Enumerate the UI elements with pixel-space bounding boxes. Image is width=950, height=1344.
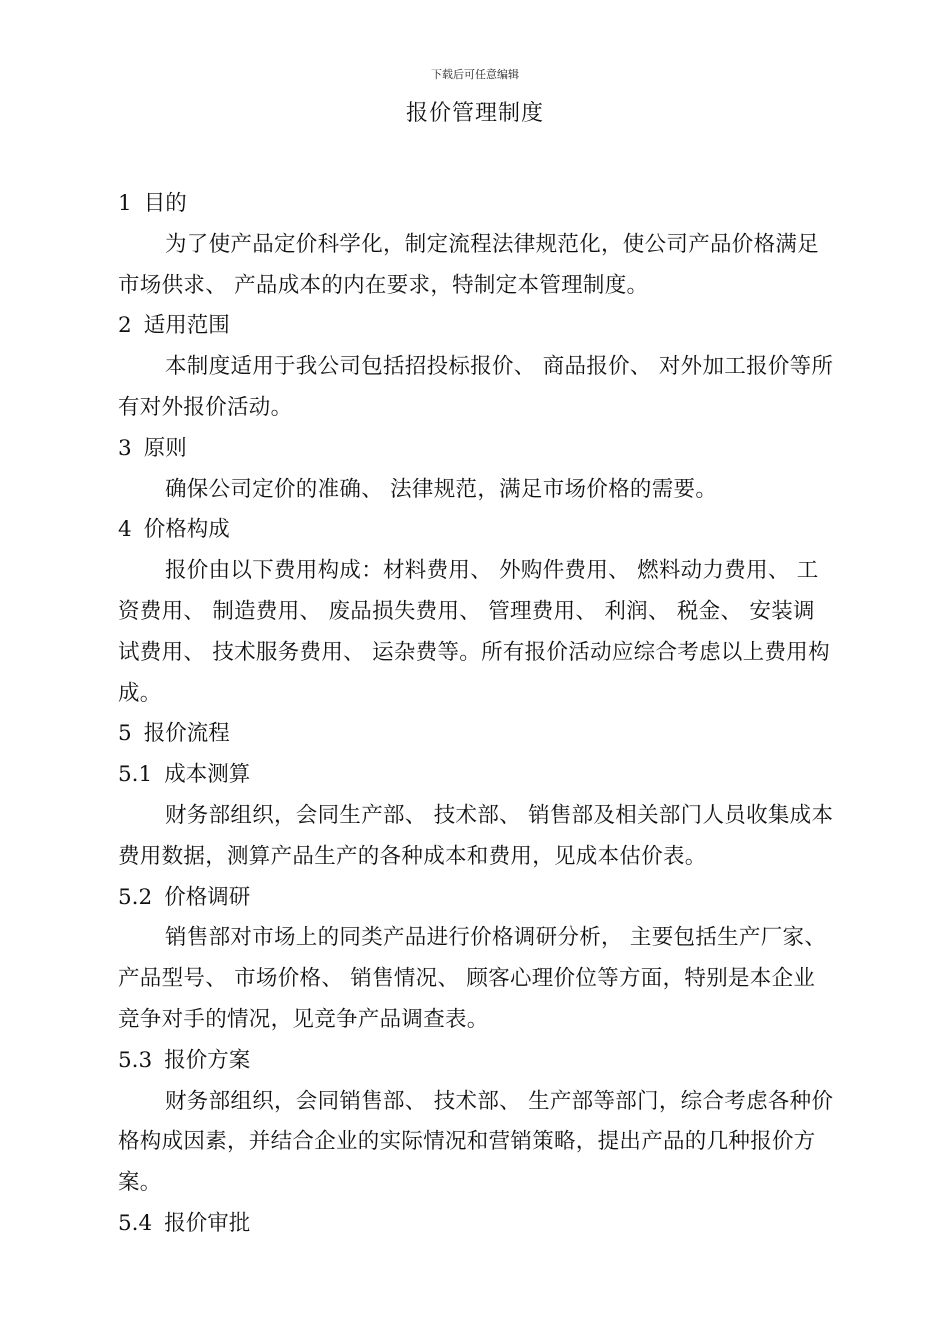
section-heading bbox=[118, 714, 836, 755]
section-number: 1 bbox=[118, 191, 132, 216]
paragraph: 为了使产品定价科学化，制定流程法律规范化，使公司产品价格满足市场供求、 产品成本的内在要求，特制定本管理制度。 bbox=[118, 231, 820, 298]
paragraph: 财务部组织，会同生产部、 技术部、 销售部及相关部门人员收集成本费用数据，测算产品生产的各种成本和费用，见成本估价表。 bbox=[118, 802, 834, 869]
section-number: 5 bbox=[118, 721, 132, 747]
section-title: 适用范围 bbox=[143, 313, 230, 339]
section-number: 5.4 bbox=[118, 1210, 153, 1236]
section-heading bbox=[118, 306, 836, 347]
section-title: 报价方案 bbox=[164, 1047, 251, 1073]
subsection-heading bbox=[118, 1204, 836, 1245]
paragraph: 报价由以下费用构成：材料费用、 外购件费用、 燃料动力费用、 工资费用、 制造费用、 废品损失费用、 管理费用、 利润、 税金、 安装调试费用、 技术服务费用、 运杂费等。所有报价活动应综合考虑以上费用构成。 bbox=[118, 558, 830, 706]
paragraph: 本制度适用于我公司包括招投标报价、 商品报价、 对外加工报价等所有对外报价活动。 bbox=[118, 354, 834, 420]
section-title: 报价流程 bbox=[143, 721, 230, 747]
section-title: 原则 bbox=[143, 435, 187, 461]
document-title: 报价管理制度 bbox=[405, 101, 544, 126]
document-body bbox=[118, 184, 836, 1245]
section-title: 价格调研 bbox=[164, 884, 251, 910]
section-title: 成本测算 bbox=[164, 762, 251, 788]
section-title: 报价审批 bbox=[164, 1210, 251, 1236]
section-title: 目的 bbox=[143, 191, 187, 216]
section-number: 5.1 bbox=[118, 762, 153, 788]
subsection-heading bbox=[118, 878, 836, 919]
section-heading bbox=[118, 510, 836, 551]
paragraph: 确保公司定价的准确、 法律规范，满足市场价格的需要。 bbox=[165, 476, 718, 502]
subsection-heading bbox=[118, 755, 836, 796]
paragraph: 财务部组织，会同销售部、 技术部、 生产部等部门，综合考虑各种价格构成因素，并结合企业的实际情况和营销策略，提出产品的几种报价方案。 bbox=[118, 1088, 834, 1196]
section-number: 5.2 bbox=[118, 884, 153, 910]
section-number: 5.3 bbox=[118, 1047, 153, 1073]
section-heading bbox=[118, 184, 836, 225]
subsection-heading bbox=[118, 1041, 836, 1082]
section-number: 4 bbox=[118, 517, 132, 543]
section-number: 2 bbox=[118, 313, 132, 339]
section-number: 3 bbox=[118, 435, 132, 461]
section-heading bbox=[118, 429, 836, 470]
header-note: 下载后可任意编辑 bbox=[431, 68, 519, 81]
section-title: 价格构成 bbox=[143, 517, 230, 543]
paragraph: 销售部对市场上的同类产品进行价格调研分析， 主要包括生产厂家、 产品型号、 市场价格、 销售情况、 顾客心理价位等方面，特别是本企业竞争对手的情况，见竞争产品调查表。 bbox=[118, 925, 827, 1032]
